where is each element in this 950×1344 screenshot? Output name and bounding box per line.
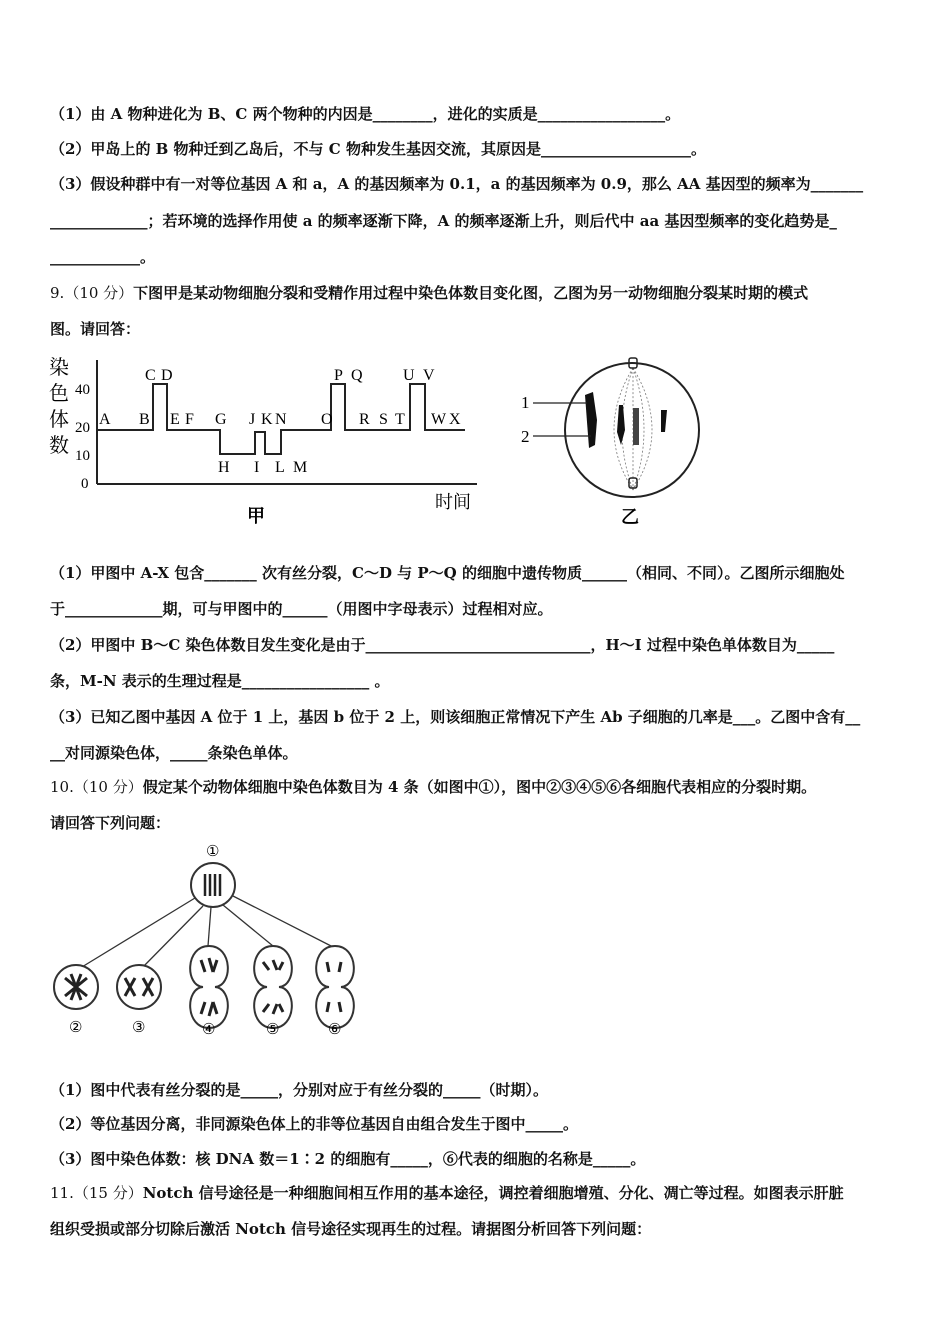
jia-ylabel-4: 数	[49, 435, 69, 457]
yi-chromosomes	[585, 392, 667, 448]
figure-jia-chromosome-chart	[45, 352, 485, 532]
q9-number: 9.	[50, 284, 65, 302]
q11-stem	[50, 1182, 844, 1203]
q11-stem-cont: 组织受损或部分切除后激活 Notch 信号途径实现再生的过程。请据图分析回答下列问题：	[50, 1220, 652, 1238]
jia-letter-V: V	[423, 367, 435, 384]
q8-part3-end: ____________。	[50, 248, 156, 266]
yi-pointer-lines	[533, 403, 591, 436]
q10-number: 10.	[50, 778, 74, 796]
cell-label-5: ⑤	[266, 1022, 280, 1038]
jia-letter-R: R	[359, 411, 370, 428]
jia-letter-S: S	[379, 411, 388, 428]
jia-letter-I: I	[254, 459, 260, 476]
jia-caption: 甲	[247, 506, 265, 526]
jia-ylabel-2: 色	[49, 383, 69, 405]
q10-stem-cont: 请回答下列问题：	[50, 814, 171, 832]
figure-cell-division	[45, 838, 375, 1038]
q11-stem-text: Notch 信号途径是一种细胞间相互作用的基本途径，调控着细胞增殖、分化、凋亡等过程。如图表示肝脏	[142, 1184, 844, 1202]
jia-letter-J: J	[249, 411, 256, 428]
jia-letter-K: K	[261, 411, 273, 428]
jia-letter-M: M	[293, 459, 308, 476]
cell-5	[254, 946, 292, 1028]
q11-number: 11.	[50, 1184, 74, 1202]
jia-letter-E: E	[170, 411, 180, 428]
cell-label-6: ⑥	[328, 1022, 342, 1038]
q8-part2: （2）甲岛上的 B 物种迁到乙岛后，不与 C 物种发生基因交流，其原因是____________________。	[50, 140, 706, 158]
q9-score: （10 分）	[64, 284, 134, 302]
q9-part3: （3）已知乙图中基因 A 位于 1 上，基因 b 位于 2 上，则该细胞正常情况下产生 Ab 子细胞的几率是___。乙图中含有__	[50, 708, 861, 726]
jia-letter-Q: Q	[351, 367, 363, 384]
jia-letter-U: U	[403, 367, 415, 384]
q10-stem	[50, 776, 816, 797]
cell-label-3: ③	[132, 1020, 146, 1036]
q9-part3-cont: __对同源染色体，_____条染色单体。	[50, 744, 298, 762]
q10-part2: （2）等位基因分离，非同源染色体上的非等位基因自由组合发生于图中_____。	[50, 1115, 578, 1133]
cell-label-4: ④	[202, 1022, 216, 1038]
yi-label-1: 1	[521, 393, 530, 412]
q8-part1: （1）由 A 物种进化为 B、C 两个物种的内因是________，进化的实质是_________________。	[50, 105, 681, 123]
q10-part3: （3）图中染色体数：核 DNA 数＝1∶2 的细胞有_____，⑥代表的细胞的名称是_____。	[50, 1150, 646, 1168]
jia-letter-N: N	[275, 411, 287, 428]
jia-ytick-40: 40	[75, 382, 90, 398]
jia-letter-A: A	[99, 411, 111, 428]
q8-part3: （3）假设种群中有一对等位基因 A 和 a，A 的基因频率为 0.1，a 的基因频率为 0.9，那么 AA 基因型的频率为_______	[50, 175, 864, 193]
jia-letter-O: O	[321, 411, 333, 428]
cell-label-1: ①	[206, 844, 220, 860]
figure-yi-cell	[515, 350, 725, 530]
jia-letter-W: W	[431, 411, 447, 428]
q9-part1: （1）甲图中 A-X 包含_______ 次有丝分裂，C～D 与 P～Q 的细胞中遗传物质______（相同、不同）。乙图所示细胞处	[50, 564, 845, 582]
yi-cell-membrane	[565, 363, 699, 497]
jia-letter-P: P	[334, 367, 343, 384]
yi-caption: 乙	[621, 507, 639, 527]
cell-label-2: ②	[69, 1020, 83, 1036]
cell-1	[191, 863, 235, 907]
jia-letter-T: T	[395, 411, 405, 428]
jia-lower-letters	[218, 459, 307, 476]
q11-score: （15 分）	[73, 1184, 143, 1202]
jia-letter-X: X	[449, 411, 461, 428]
jia-letter-L: L	[275, 459, 285, 476]
jia-ylabel-3: 体	[49, 409, 69, 431]
cell-6	[316, 946, 354, 1028]
q10-part1: （1）图中代表有丝分裂的是_____，分别对应于有丝分裂的_____（时期）。	[50, 1081, 548, 1099]
jia-letter-G: G	[215, 411, 227, 428]
q9-part2: （2）甲图中 B～C 染色体数目发生变化是由于______________________________，H～I 过程中染色单体数目为_____	[50, 636, 835, 654]
q9-stem-text: 下图甲是某动物细胞分裂和受精作用过程中染色体数目变化图，乙图为另一动物细胞分裂某时期的模式	[133, 284, 809, 302]
jia-ylabel-1: 染	[49, 357, 69, 379]
jia-ytick-10: 10	[75, 448, 90, 464]
jia-letter-C: C	[145, 367, 156, 384]
jia-letter-H: H	[218, 459, 230, 476]
q9-part1-cont: 于_____________期，可与甲图中的______（用图中字母表示）过程相对应。	[50, 600, 553, 618]
jia-letter-F: F	[185, 411, 194, 428]
jia-letter-B: B	[139, 411, 150, 428]
q9-stem-cont: 图。请回答：	[50, 320, 141, 338]
q10-stem-text: 假定某个动物体细胞中染色体数目为 4 条（如图中①），图中②③④⑤⑥各细胞代表相应的分裂时期。	[142, 778, 817, 796]
yi-label-2: 2	[521, 427, 530, 446]
jia-ytick-20: 20	[75, 420, 90, 436]
q8-part3-cont: _____________；若环境的选择作用使 a 的频率逐渐下降，A 的频率逐渐上升，则后代中 aa 基因型频率的变化趋势是_	[50, 212, 837, 230]
q9-part2-cont: 条，M-N 表示的生理过程是_________________ 。	[50, 672, 390, 690]
jia-ytick-0: 0	[81, 476, 89, 492]
q10-score: （10 分）	[73, 778, 143, 796]
jia-letter-D: D	[161, 367, 173, 384]
jia-xlabel: 时间	[435, 492, 471, 512]
cell-3	[117, 965, 161, 1009]
q9-stem	[50, 282, 808, 303]
